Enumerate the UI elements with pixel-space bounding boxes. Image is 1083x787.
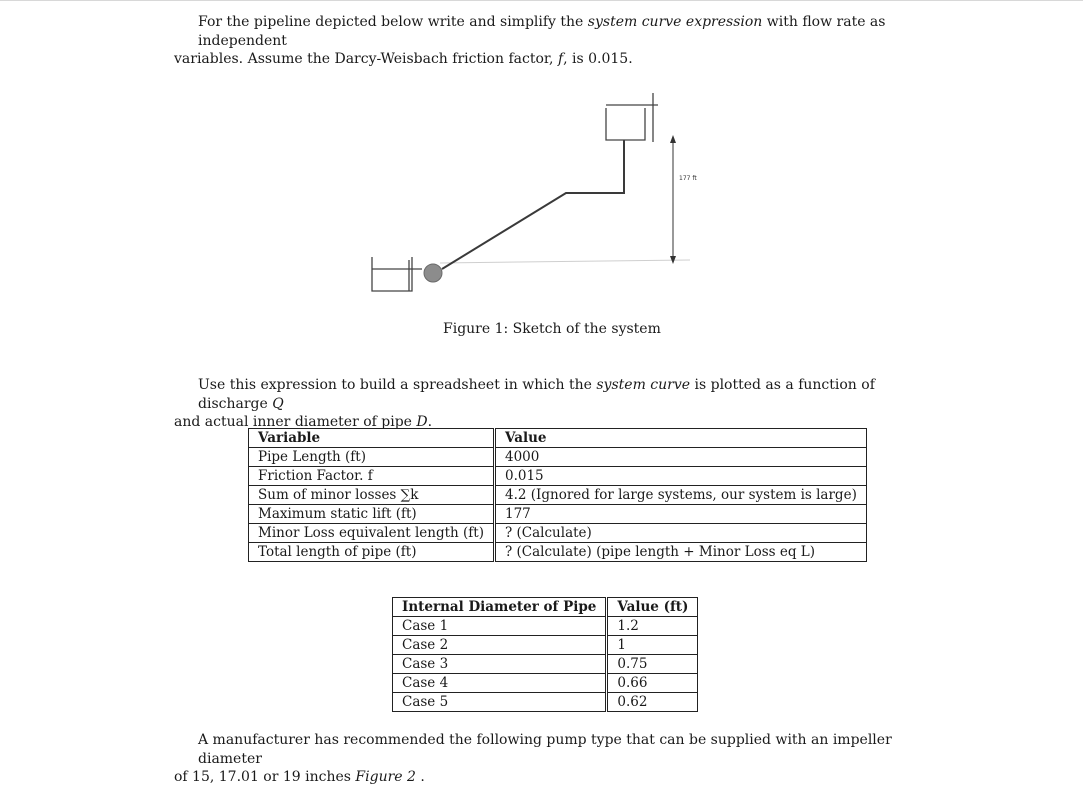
case-cell: Case 1: [393, 617, 607, 636]
table-row: [393, 693, 698, 712]
header-cell: Value (ft): [607, 598, 698, 617]
diameter-table: [392, 597, 698, 712]
case-cell: Case 5: [393, 693, 607, 712]
variable-cell: Sum of minor losses ∑k: [249, 486, 495, 505]
value-cell: 4000: [495, 448, 867, 467]
table-row: [393, 636, 698, 655]
table-row: [249, 467, 867, 486]
header-cell: Value: [495, 429, 867, 448]
variable-cell: Pipe Length (ft): [249, 448, 495, 467]
header-cell: Variable: [249, 429, 495, 448]
table-row: [393, 617, 698, 636]
problem-statement: For the pipeline depicted below write and simplify the system curve expression with flow rate as independent variables. Assume the Darcy-Weisbach friction factor, f, is 0.015.: [174, 14, 886, 67]
arrow-up-icon: [670, 135, 676, 143]
table-row: [393, 674, 698, 693]
value-cell: 177: [495, 505, 867, 524]
table-row: [249, 448, 867, 467]
table-row: [249, 543, 867, 562]
pipeline-sketch: [360, 90, 700, 300]
variable-cell: Maximum static lift (ft): [249, 505, 495, 524]
value-cell: 0.62: [607, 693, 698, 712]
value-cell: 0.75: [607, 655, 698, 674]
variable-cell: Minor Loss equivalent length (ft): [249, 524, 495, 543]
header-cell: Internal Diameter of Pipe: [393, 598, 607, 617]
pipeline: [442, 140, 624, 269]
upper-reservoir: [606, 108, 645, 140]
value-cell: ? (Calculate): [495, 524, 867, 543]
lower-reservoir: [372, 257, 412, 291]
case-cell: Case 3: [393, 655, 607, 674]
value-cell: 1.2: [607, 617, 698, 636]
value-cell: 0.66: [607, 674, 698, 693]
pump-icon: [424, 264, 442, 282]
case-cell: Case 2: [393, 636, 607, 655]
table-row: [249, 524, 867, 543]
variable-cell: Friction Factor. f: [249, 467, 495, 486]
variables-table: [248, 428, 867, 562]
table-row: [249, 486, 867, 505]
table-row: [393, 655, 698, 674]
ground-reference-line: [440, 260, 690, 263]
variable-cell: Total length of pipe (ft): [249, 543, 495, 562]
height-label: 177 ft: [679, 175, 697, 182]
value-cell: 0.015: [495, 467, 867, 486]
table-row: [249, 505, 867, 524]
table-header-row: [393, 598, 698, 617]
value-cell: ? (Calculate) (pipe length + Minor Loss eq L): [495, 543, 867, 562]
case-cell: Case 4: [393, 674, 607, 693]
closing-paragraph: A manufacturer has recommended the following pump type that can be supplied with an impeller diameter of 15, 17.01 or 19 inches Figure 2 .: [174, 732, 892, 785]
value-cell: 1: [607, 636, 698, 655]
figure-caption: Figure 1: Sketch of the system: [443, 321, 661, 337]
value-cell: 4.2 (Ignored for large systems, our system is large): [495, 486, 867, 505]
table-header-row: [249, 429, 867, 448]
top-border: [0, 0, 1083, 1]
instructions-paragraph: Use this expression to build a spreadsheet in which the system curve is plotted as a function of discharge Q and actual inner diameter of pipe D.: [174, 377, 875, 430]
